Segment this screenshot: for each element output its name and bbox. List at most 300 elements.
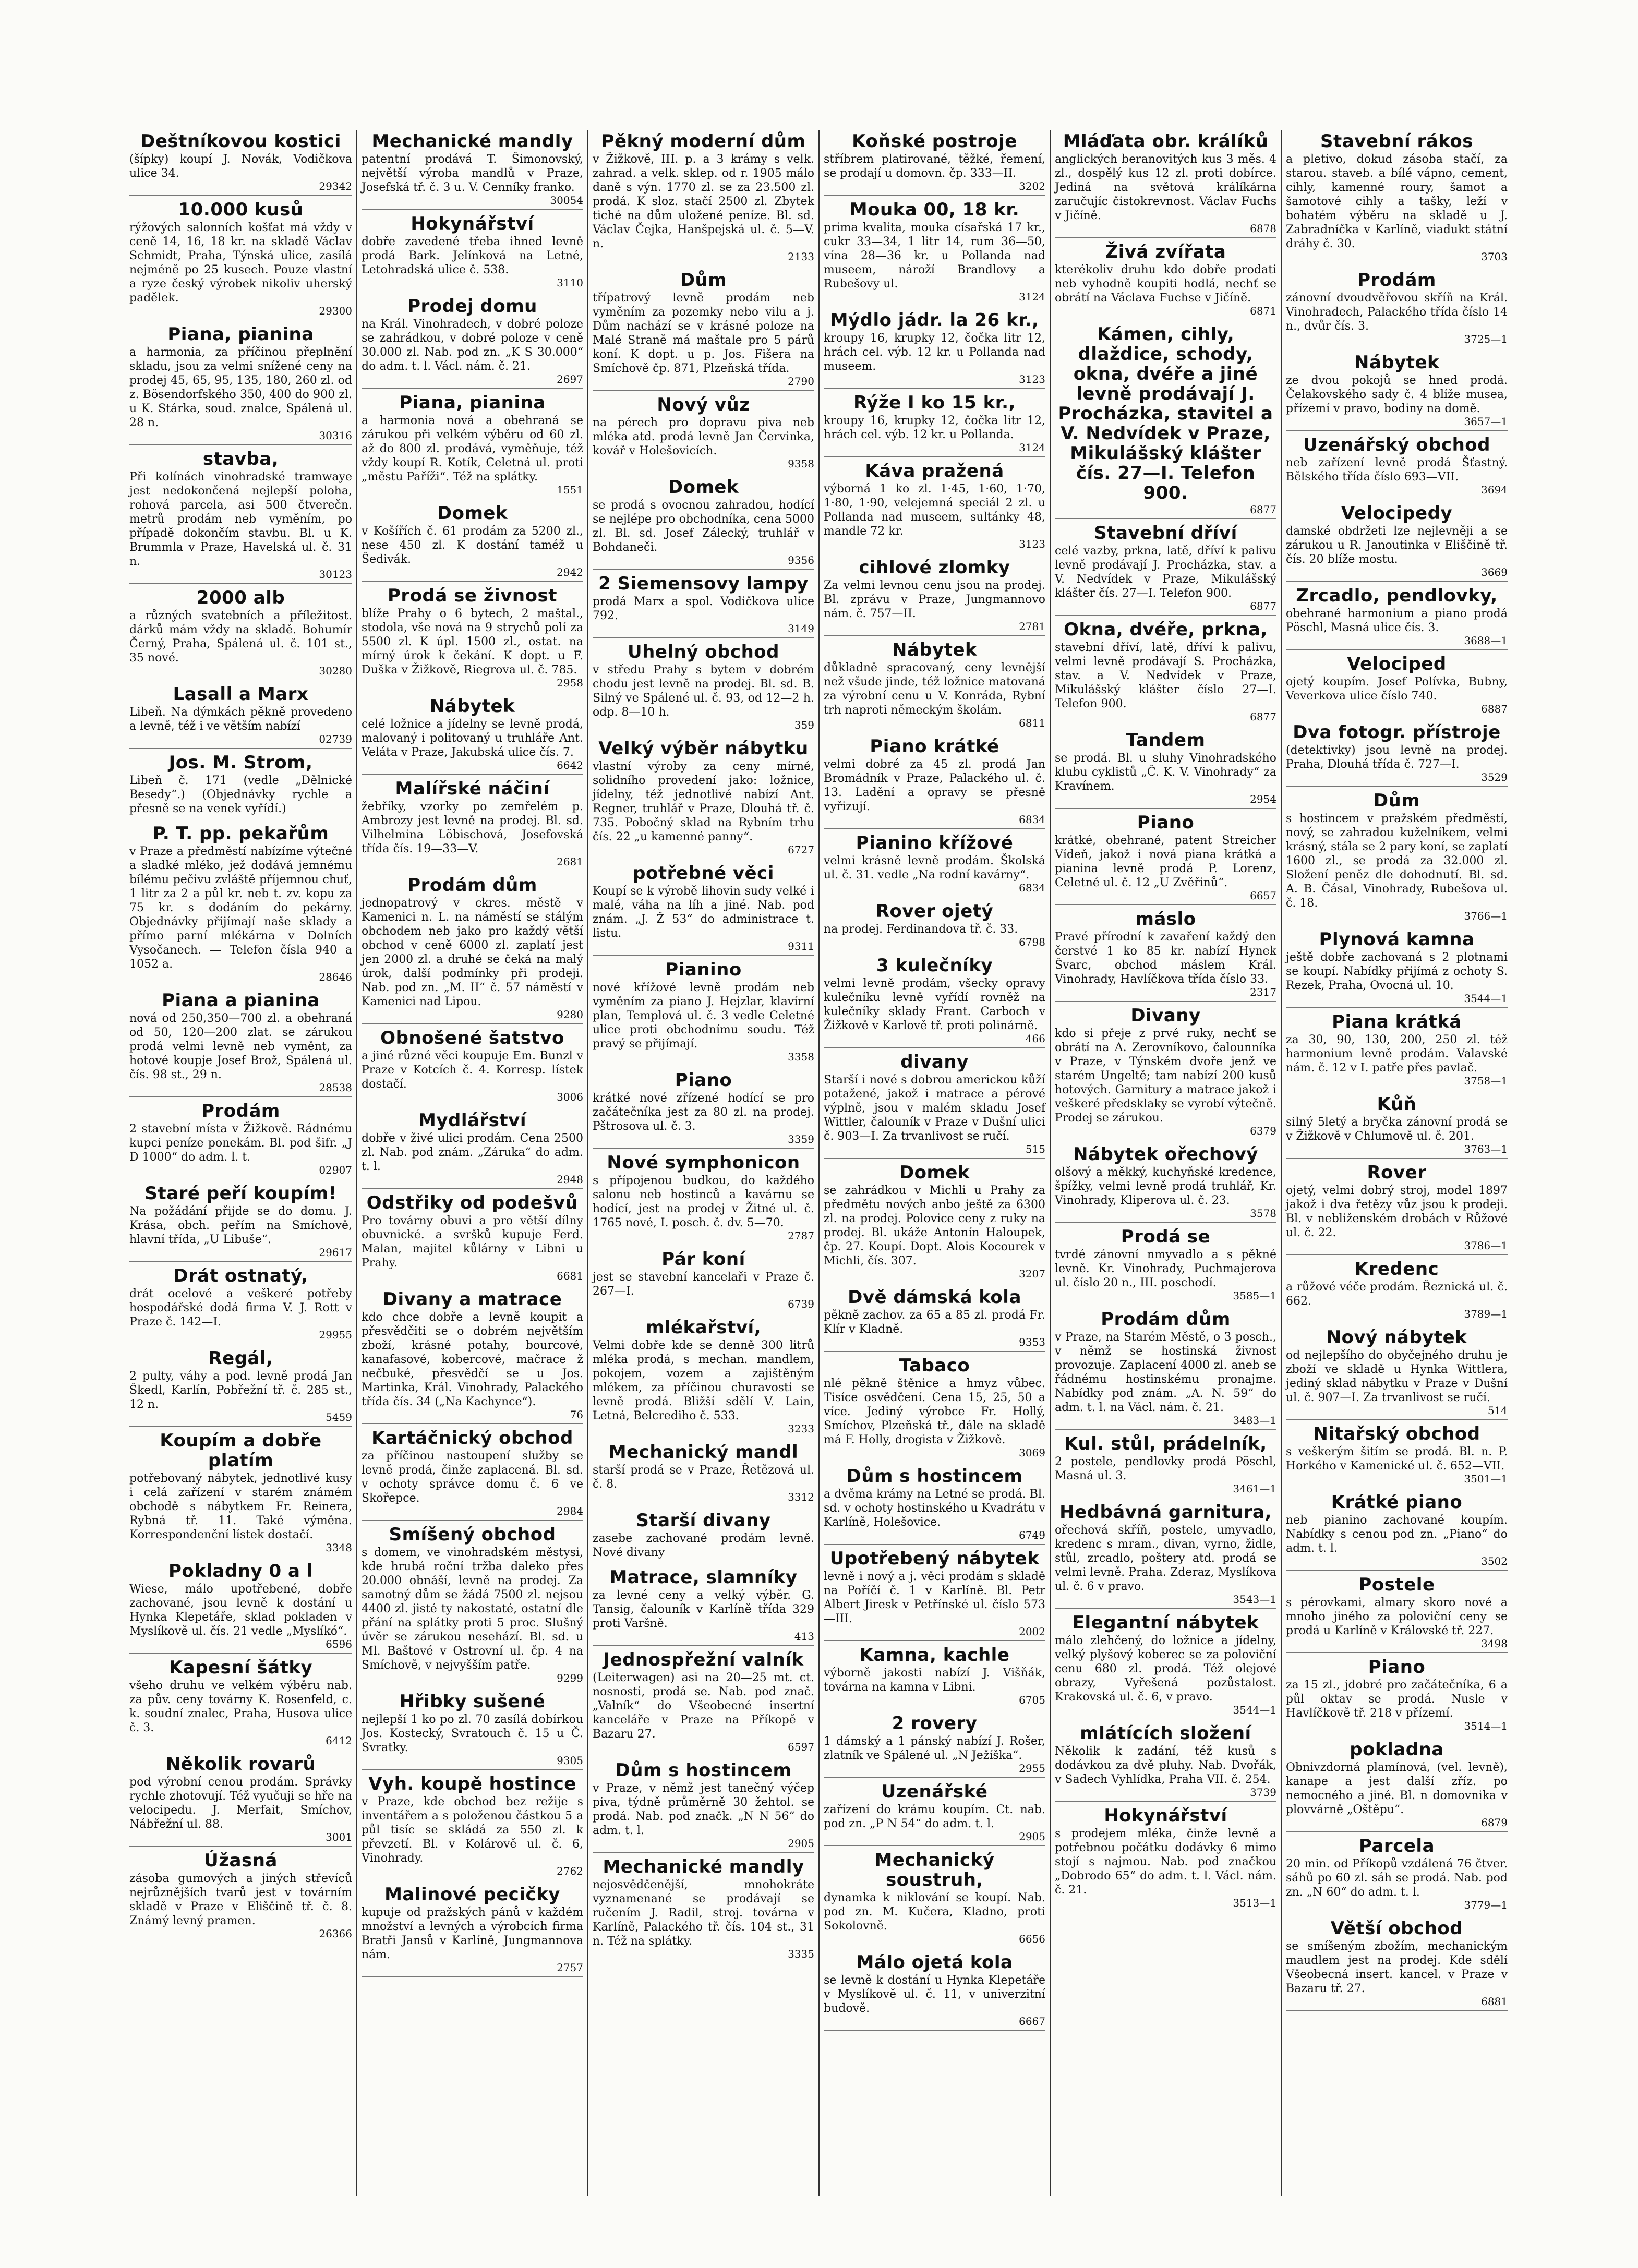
ad-number: 3359 [788, 1133, 814, 1145]
ad-body: málo zlehčený, do ložnice a jídelny, velký plyšový koberec se za poloviční cenu 680 zl. prodá. Též olejové obrazy, Vyřešená pozůstalost. Krakovská ul. č. 6, v pravo. [1055, 1634, 1276, 1704]
ad-number: 6657 [1250, 889, 1276, 902]
ad-body: se prodá s ovocnou zahradou, hodící se nejlépe pro obchodníka, cena 5000 zl. Bl. sd. Josef Zálecký, truhlář v Bohdaneči. [593, 499, 814, 554]
ad-heading: Dům s hostincem [615, 1760, 792, 1781]
ad-heading: mlékařství, [645, 1317, 762, 1338]
ad-body: starší prodá se v Praze, Řetězová ul. č. 8. [593, 1464, 814, 1491]
ad-number: 359 [794, 719, 814, 731]
classified-ad [1286, 930, 1508, 1008]
classified-ad [824, 393, 1045, 457]
ad-heading: Mláďata obr. králíků [1063, 131, 1269, 152]
classified-ad [593, 574, 814, 638]
ad-number: 2948 [557, 1173, 583, 1186]
classified-ad [129, 1851, 352, 1943]
classified-ad [824, 1549, 1045, 1641]
classified-ad [362, 214, 583, 292]
ad-number: 2790 [788, 375, 814, 388]
ad-number: 2955 [1019, 1762, 1045, 1775]
ad-body: velmi dobré za 45 zl. prodá Jan Bromádník v Praze, Palackého ul. č. 13. Ladění a opravy se přesně vyřizují. [824, 758, 1045, 813]
classified-ad [1286, 503, 1508, 582]
ad-body: 2 pulty, váhy a pod. levně prodá Jan Škedl, Karlín, Pobřežní tř. č. 285 st., 12 n. [129, 1370, 352, 1411]
ad-heading: Uzenářské [881, 1781, 988, 1802]
classified-ad [362, 296, 583, 389]
ad-number: 3739 [1250, 1786, 1276, 1799]
classified-ad [1286, 1657, 1508, 1735]
ad-heading: Hokynářství [1104, 1805, 1227, 1826]
ad-body: v Žižkově, III. p. a 3 krámy s velk. zahrad. a velk. sklep. od r. 1905 málo daně s výn. 1770 zl. se za 23.500 zl. prodá. K sloz. stačí 2500 zl. Zbytek tiché na dům uložené peníze. Bl. sd. Václav Čejka, Hanšpejská ul. č. 5—V. n. [593, 153, 814, 250]
ad-body: pěkně zachov. za 65 a 85 zl. prodá Fr. Klír v Kladně. [824, 1309, 1045, 1336]
ad-heading: Uzenářský obchod [1303, 435, 1490, 455]
ad-number: 02907 [319, 1164, 352, 1176]
ad-body: dynamka k niklování se koupí. Nab. pod zn. M. Kučera, Kladno, proti Sokolovně. [824, 1891, 1045, 1933]
ad-number: 3124 [1019, 291, 1045, 303]
ad-heading: Plynová kamna [1319, 929, 1475, 950]
ad-number: 3703 [1481, 250, 1508, 263]
ad-column-5 [1050, 130, 1281, 2196]
ad-heading: Starší divany [636, 1510, 771, 1531]
ad-heading: Nábytek [429, 696, 515, 717]
ad-body: Koupí se k výrobě lihovin sudy velké i malé, váha na líh a jiné. Nab. pod znám. „J. Ž 53“ do administrace t. listu. [593, 885, 814, 940]
ad-body: levně i nový a j. věci prodám s skladě na Poříčí č. 1 v Karlíně. Bl. Petr Albert Jiresk v Petřínské ul. číslo 573—III. [824, 1570, 1045, 1625]
ad-body: a harmonia nová a obehraná se zárukou při velkém výběru od 60 zl. až do 800 zl. prodává, vyměňuje, též vždy koupí R. Kotík, Celetná ul. proti „městu Paříži“. Též na splátky. [362, 414, 583, 484]
ad-number: 3501—1 [1464, 1473, 1508, 1485]
classified-ad [1055, 1434, 1276, 1498]
ad-heading: Malířské náčiní [395, 778, 550, 799]
ad-number: 28538 [319, 1081, 352, 1094]
classified-ad [1286, 791, 1508, 925]
ad-heading: mlátících složení [1080, 1723, 1251, 1744]
ad-heading: Mechanický soustruh, [874, 1850, 995, 1890]
ad-heading: Piano [675, 1070, 732, 1091]
ad-number: 2984 [557, 1505, 583, 1517]
ad-heading: Kul. stůl, prádelník, [1064, 1433, 1267, 1454]
classified-ad [1055, 1006, 1276, 1140]
ad-number: 3779—1 [1464, 1899, 1508, 1911]
ad-heading: Mouka 00, 18 kr. [849, 199, 1020, 220]
ad-heading: Nábytek ořechový [1073, 1144, 1258, 1165]
ad-body: se prodá. Bl. u sluhy Vinohradského klubu cyklistů „Č. K. V. Vinohrady“ za Kravínem. [1055, 752, 1276, 793]
ad-body: ořechová skříň, postele, umyvadlo, kredenc s mram., divan, vyrno, židle, stůl, zrcadlo, poštery atd. prodá se velmi levně. Praha. Zderaz, Myslíkova ul. č. 6 v pravo. [1055, 1524, 1276, 1593]
ad-body: kterékoliv druhu kdo dobře prodati neb vyhodně koupiti hodlá, nechť se obrátí na Václava Fuchse v Jičíně. [1055, 263, 1276, 305]
classified-ad [1286, 1836, 1508, 1914]
ad-body: Na požádání přijde se do domu. J. Krása, obch. peřím na Smíchově, hlavní třída, „U Libuše“. [129, 1205, 352, 1246]
ad-body: 20 min. od Příkopů vzdálená 76 čtver. sáhů po 60 zl. sáh se prodá. Nab. pod zn. „N 60“ do adm. t. l. [1286, 1857, 1508, 1899]
ad-heading: Divany a matrace [382, 1289, 562, 1310]
ad-body: stříbrem platirované, těžké, řemení, se prodají u domovn. čp. 333—II. [824, 153, 1045, 180]
ad-body: drát ocelové a veškeré potřeby hospodářské dodá firma V. J. Rott v Praze č. 142—I. [129, 1287, 352, 1329]
ad-heading: Pěkný moderní dům [601, 131, 806, 152]
ad-body: nejlepší 1 ko po zl. 70 zasílá dobírkou Jos. Kostecký, Svratouch č. 15 u Č. Svratky. [362, 1713, 583, 1754]
ad-number: 3461—1 [1233, 1482, 1276, 1495]
ad-number: 9311 [788, 940, 814, 952]
classified-ad [824, 310, 1045, 389]
ad-body: Libeň č. 171 (vedle „Dělnické Besedy“.) (Objednávky rychle a přesně se na venek vyřídí.) [129, 774, 352, 815]
ad-number: 3069 [1019, 1446, 1045, 1459]
ad-number: 29342 [319, 180, 352, 192]
ad-body: dobře v živé ulici prodám. Cena 2500 zl. Nab. pod znám. „Záruka“ do adm. t. l. [362, 1132, 583, 1173]
ad-number: 3544—1 [1464, 992, 1508, 1005]
classified-ad [1055, 324, 1276, 519]
ad-number: 515 [1025, 1143, 1045, 1155]
ad-number: 28646 [319, 971, 352, 983]
ad-heading: Kapesní šátky [168, 1657, 313, 1678]
ad-column-1 [125, 130, 356, 2196]
classified-ad [824, 640, 1045, 732]
ad-number: 3123 [1019, 373, 1045, 385]
ad-number: 3513—1 [1233, 1897, 1276, 1909]
classified-ad [129, 991, 352, 1097]
ad-heading: Dva fotogr. přístroje [1293, 722, 1501, 743]
ad-heading: Pár koní [661, 1249, 745, 1270]
classified-ad [1286, 1424, 1508, 1488]
ad-body: nlé pěkně štěnice a hmyz vůbec. Tisíce osvědčení. Cena 15, 25, 50 a více. Jediný výrobce Fr. Hollý, Smíchov, Plzeňská tř., dále na skladě má F. Holly, drogista v Žižkově. [824, 1377, 1045, 1446]
ad-number: 6705 [1019, 1694, 1045, 1706]
classified-ad [129, 1348, 352, 1427]
classified-ad [1055, 730, 1276, 809]
classified-ad [824, 901, 1045, 951]
classified-ad [824, 461, 1045, 553]
ad-number: 3789—1 [1464, 1308, 1508, 1320]
classified-ad [824, 833, 1045, 897]
ad-number: 3207 [1019, 1268, 1045, 1280]
ad-body: pod výrobní cenou prodám. Správky rychle zhotovují. Též vyučuji se hře na velocipedu. J. Merfait, Smíchov, Nábřežní ul. 88. [129, 1776, 352, 1831]
classified-ad [1055, 1806, 1276, 1912]
classified-ad [362, 779, 583, 871]
classified-ad [593, 739, 814, 859]
classified-ad [362, 696, 583, 775]
ad-heading: Hedbávná garnitura, [1059, 1502, 1272, 1523]
classified-ad [824, 1287, 1045, 1352]
classified-ad [824, 1714, 1045, 1778]
ad-heading: Prodám dům [407, 875, 537, 896]
classified-ad [824, 1356, 1045, 1462]
classified-ad [593, 1857, 814, 1963]
ad-number: 2317 [1250, 986, 1276, 998]
ad-body: (detektivky) jsou levně na prodej. Praha, Dlouhá třída č. 727—I. [1286, 744, 1508, 771]
ad-body: a pletivo, dokud zásoba stačí, za starou. staveb. a bílé vápno, cement, cihly, kamenné roury, šamot a šamotové cihly a tašky, leží v bohatém výběru na skladě u J. Zabradníčka v Karlíně, viadukt státní dráhy č. 30. [1286, 153, 1508, 250]
ad-number: 6878 [1250, 222, 1276, 235]
ad-number: 9353 [1019, 1336, 1045, 1348]
classified-ad [593, 1511, 814, 1563]
ad-body: ještě dobře zachovaná s 2 plotnami se koupí. Nabídky přijímá z ochoty S. Rezek, Praha, Ovocná ul. 10. [1286, 951, 1508, 992]
classified-ad [824, 1645, 1045, 1709]
ad-heading: Prodám dům [1101, 1309, 1231, 1330]
ad-heading: Nový nábytek [1326, 1327, 1467, 1348]
ad-body: neb zařízení levně prodá Šťastný. Bělského třída číslo 693—VII. [1286, 456, 1508, 484]
ad-heading: Mechanické mandly [603, 1856, 804, 1877]
ad-number: 3514—1 [1464, 1720, 1508, 1732]
ad-number: 6597 [788, 1741, 814, 1753]
classified-ad [824, 1163, 1045, 1283]
classified-ad [1055, 242, 1276, 320]
ad-heading: Rýže I ko 15 kr., [853, 392, 1016, 413]
ad-number: 3544—1 [1233, 1704, 1276, 1716]
ad-heading: Jednospřežní valník [603, 1649, 804, 1670]
ad-body: potřebovaný nábytek, jednotlivé kusy i celá zařízení v starém známém obchodě s nábytkem Fr. Reinera, Rybná tř. 11. Také výměna. Korrespondenční lístek dostačí. [129, 1472, 352, 1541]
classified-ad [1055, 1723, 1276, 1802]
ad-body: s pérovkami, almary skoro nové a mnoho jiného za poloviční ceny se prodá u Karlíně v Královské tř. 227. [1286, 1596, 1508, 1637]
ad-heading: Hřibky sušené [399, 1691, 546, 1712]
ad-number: 6877 [1250, 600, 1276, 612]
ad-body: s prodejem mléka, činže levně a potřebnou počátku dodávky 6 mimo stojí s najmou. Nab. pod značkou „Dobrodo 65“ do adm. t. l. Václ. nám. č. 21. [1055, 1827, 1276, 1897]
ad-body: a harmonia, za příčinou přeplnění skladu, jsou za velmi snížené ceny na prodej 45, 65, 95, 135, 180, 260 zl. od z. Bösendorfského 350, 400 do 900 zl. u K. Stárka, soud. znalce, Spálená ul. 28 n. [129, 346, 352, 429]
classified-ad [1286, 1094, 1508, 1159]
classified-ad [593, 1318, 814, 1438]
ad-number: 3358 [788, 1051, 814, 1063]
classified-ad [1286, 1575, 1508, 1653]
ad-heading: 2000 alb [196, 587, 285, 608]
ad-number: 3578 [1250, 1207, 1276, 1220]
classified-ad [129, 753, 352, 819]
ad-number: 2681 [557, 855, 583, 868]
ad-number: 2787 [788, 1229, 814, 1242]
ad-number: 30123 [319, 568, 352, 581]
ad-body: nejosvědčenější, mnohokráte vyznamenané se prodávají se ručením J. Radil, stroj. továrna v Karlíně, Palackého tř. čís. 104 st., 31 n. Též na splátky. [593, 1878, 814, 1948]
ad-heading: Velociped [1347, 654, 1447, 674]
ad-body: na pérech pro dopravu piva neb mléka atd. prodá levně Jan Červinka, kovář v Holešovicích. [593, 416, 814, 457]
classified-ad [1286, 722, 1508, 787]
ad-body: Velmi dobře kde se denně 300 litrů mléka prodá, s mechan. mandlem, pokojem, vozem a zajištěným mlékem, za příčinou churavosti se levně prodá. Bližší sdělí V. Lain, Letná, Belcrediho č. 533. [593, 1339, 814, 1422]
ad-heading: Málo ojetá kola [856, 1952, 1013, 1973]
ad-body: za 15 zl., jdobré pro začátečníka, 6 a půl oktav se prodá. Nusle v Havlíčkově tř. 218 v přízemí. [1286, 1679, 1508, 1720]
classified-ad [824, 1052, 1045, 1159]
ad-body: dobře zavedené třeba ihned levně prodá Bark. Jelínková na Letné, Letohradská ulice č. 538. [362, 235, 583, 276]
ad-heading: Pianino [665, 959, 742, 980]
ad-body: Pravé přírodní k zavaření každý den čerstvé 1 ko 85 kr. nabízí Hynek Švarc, obchod máslem Král. Vinohrady, Havlíčkova třída číslo 33. [1055, 931, 1276, 986]
ad-number: 2697 [557, 373, 583, 385]
ad-number: 3348 [326, 1541, 352, 1554]
ad-number: 5459 [326, 1411, 352, 1423]
ad-body: s domem, ve vinohradském městysi, kde hrubá roční tržba daleko přes 20.000 obnáší, levně na prodej. Za samotný dům se žádá 7500 zl. nejsou 4400 zl. jisté ty nakostaté, ostatní dle přání na splátky proti 5 proc. Slušný úvěr se zárukou nesehází. Bl. sd. u Ml. Baštové v Ostrovní ul. čp. 4 na Smíchově, v nejvyšším patře. [362, 1546, 583, 1672]
ad-number: 3001 [326, 1831, 352, 1843]
ad-number: 3694 [1481, 484, 1508, 496]
ad-number: 6879 [1481, 1816, 1508, 1829]
ad-heading: Piana, pianina [399, 392, 546, 413]
ad-body: patentní prodává T. Šimonovský, největší výroba mandlů v Praze, Josefská tř. č. 3 u. V. Cenníky franko. [362, 153, 583, 194]
ad-number: 6834 [1019, 813, 1045, 826]
classified-ad [129, 324, 352, 445]
ad-body: žebříky, vzorky po zemřelém p. Ambrozy jest levně na prodej. Bl. sd. Vilhelmina Löbischová, Josefovská třída čís. 19—33—V. [362, 800, 583, 855]
ad-body: prodá Marx a spol. Vodičkova ulice 792. [593, 595, 814, 622]
classified-ad [362, 1193, 583, 1285]
ad-body: neb pianino zachované koupím. Nabídky s cenou pod zn. „Piano“ do adm. t. l. [1286, 1514, 1508, 1555]
ad-body: a jiné různé věci koupuje Em. Bunzl v Praze v Kotcích č. 4. Korresp. lístek dostačí. [362, 1049, 583, 1091]
ad-number: 9356 [788, 554, 814, 566]
ad-number: 3149 [788, 622, 814, 635]
ad-body: obehrané harmonium a piano prodá Pöschl, Masná ulice čís. 3. [1286, 607, 1508, 634]
ad-heading: Mýdlo jádr. la 26 kr., [830, 310, 1039, 331]
ad-heading: 2 rovery [892, 1713, 978, 1734]
ad-body: 2 postele, pendlovky prodá Pöschl, Masná ul. 3. [1055, 1455, 1276, 1482]
ad-column-2 [356, 130, 587, 2196]
classified-ad [824, 1782, 1045, 1846]
ad-number: 3006 [557, 1091, 583, 1103]
ad-body: Wiese, málo upotřebené, dobře zachované, jsou levně k dostání u Hynka Klepetáře, sklad pokladen v Myslíkově ul. čís. 21 vedle „Myslíkó“. [129, 1583, 352, 1638]
classified-ad [1055, 1144, 1276, 1223]
ad-column-3 [587, 130, 818, 2196]
ad-heading: Několik rovarů [165, 1754, 316, 1775]
ad-heading: Parcela [1358, 1836, 1435, 1856]
ad-heading: Mechanické mandly [371, 131, 573, 152]
ad-heading: máslo [1135, 909, 1196, 930]
ad-heading: Koňské postroje [852, 131, 1017, 152]
classified-ad [1055, 1227, 1276, 1305]
ad-body: zařízení do krámu koupím. Ct. nab. pod zn. „P N 54“ do adm. t. l. [824, 1803, 1045, 1830]
ad-heading: Elegantní nábytek [1072, 1612, 1259, 1633]
classified-ad [824, 1850, 1045, 1948]
ad-body: Libeň. Na dýmkách pěkně provedeno a levně, též i ve větším nabízí [129, 706, 352, 733]
ad-body: velmi levně prodám, všecky opravy kulečníku levně vyřídí rovněž na kulečníky sklady Frant. Carboch v Žižkově v Karlově tř. proti polinárně. [824, 977, 1045, 1032]
classified-ad [1055, 909, 1276, 1002]
classified-ad [362, 1028, 583, 1106]
ad-body: na Král. Vinohradech, v dobré poloze se zahrádkou, v dobré poloze v ceně 30.000 zl. Nab. pod zn. „K S 30.000“ do adm. t. l. Václ. nám. č. 21. [362, 318, 583, 373]
ad-number: 2942 [557, 566, 583, 578]
ad-heading: Lasall a Marx [173, 684, 309, 705]
ad-body: stavební dříví, latě, dříví k palivu, velmi levně prodávají S. Procházka, stav. a V. Nedvídek v Praze, Mikulášský klášter číslo 27—I. Telefon 900. [1055, 641, 1276, 710]
ad-body: rýžových salonních košťat má vždy v ceně 14, 16, 18 kr. na skladě Václav Schmidt, Praha, Týnská ulice, zasílá nejméně po 25 kusech. Pouze vlastní a ryze český výrobek nikoliv uherský padělek. [129, 221, 352, 305]
ad-number: 6727 [788, 843, 814, 856]
ad-number: 29300 [319, 305, 352, 317]
classified-ad [129, 1431, 352, 1557]
ad-heading: Malinové pecičky [384, 1884, 560, 1905]
ad-number: 6667 [1019, 2015, 1045, 2028]
classified-ad [1055, 131, 1276, 238]
ad-heading: Drát ostnatý, [173, 1265, 308, 1286]
ad-number: 9299 [557, 1672, 583, 1684]
ad-heading: Větší obchod [1330, 1918, 1463, 1939]
classified-ad [824, 200, 1045, 306]
ad-body: v Praze, kde obchod bez režije s inventářem a s položenou částkou 5 a půl tisíc se skládá za 550 zl. k převzetí. Bl. v Kolárově ul. č. 6, Vinohrady. [362, 1795, 583, 1865]
classified-ad [593, 960, 814, 1066]
classified-ad [362, 1111, 583, 1189]
ad-number: 6412 [326, 1734, 352, 1747]
ad-number: 3110 [557, 276, 583, 289]
ad-heading: Velocipedy [1341, 503, 1453, 524]
ad-heading: Tandem [1126, 730, 1206, 751]
ad-heading: cihlové zlomky [859, 557, 1010, 578]
classified-ad [1286, 1163, 1508, 1255]
ad-body: jednopatrový v ckres. městě v Kamenici n. L. na náměstí se stálým obchodem neb jako pro každý větší obchod v ceně 6000 zl. zaplatí jest jen 2000 zl. a druhé se čeká na malý úrok, další podmínky při prodeji. Nab. pod zn. „M. II“ č. 57 náměstí v Kamenici nad Lipou. [362, 897, 583, 1008]
ad-body: s hostincem v pražském předměstí, nový, se zahradou kuželníkem, velmi krásný, stála se 2 pary koní, se zaplatí 1600 zl., se prodá za 32.000 zl. Složení peněz dle dohodnutí. Bl. sd. A. B. Čásal, Vinohrady, Rubešova ul. č. 18. [1286, 812, 1508, 910]
classified-ad [1286, 1740, 1508, 1832]
ad-body: Pro továrny obuvi a pro větší dílny obuvnické. a svršků kupuje Ferd. Malan, majitel kůlárny v Libni u Prahy. [362, 1214, 583, 1270]
ad-body: zasebe zachované prodám levně. Nové divany [593, 1532, 814, 1559]
ad-body: a růžové véče prodám. Řeznická ul. č. 662. [1286, 1281, 1508, 1308]
ad-column-4 [818, 130, 1050, 2196]
ad-column-6 [1281, 130, 1512, 2196]
classified-ad [362, 1289, 583, 1424]
ad-number: 3498 [1481, 1637, 1508, 1650]
ad-heading: Kamna, kachle [859, 1645, 1010, 1666]
ad-heading: Piano krátké [870, 736, 999, 757]
ad-body: jest se stavební kancelaři v Praze č. 267—I. [593, 1271, 814, 1298]
ad-body: anglických beranovitých kus 3 měs. 4 zl., dospělý kus 12 zl. proti dobírce. Jediná na světová králíkárna zaručujíc čistokrevnost. Václav Fuchs v Jičíně. [1055, 153, 1276, 222]
classified-ad [362, 131, 583, 210]
ad-heading: Káva pražená [865, 461, 1004, 481]
ad-body: (Leiterwagen) asi na 20—25 mt. ct. nosnosti, prodá se. Nab. pod znač. „Valník“ do Všeobecné insertní kanceláře v Praze na Příkopě v Bazaru 27. [593, 1671, 814, 1741]
ad-number: 26366 [319, 1927, 352, 1940]
ad-heading: Nový vůz [657, 394, 750, 415]
ad-number: 3483—1 [1233, 1414, 1276, 1427]
ad-body: v Praze a předměstí nabízíme výtečné a sladké mléko, jež dodává jemnému bílému pečivu zvláště příjemnou chuť, 1 litr za 2 a půl kr. neb t. zv. kopu za 75 kr. s dodáním do pekárny. Objednávky přijímají naše sklady a přímo parní mlékárna v Dolních Vysočanech. — Telefon čísla 940 a 1052 a. [129, 845, 352, 971]
ad-number: 2954 [1250, 793, 1276, 805]
ad-body: krátké nové zřízené hodící se pro začátečníka jest za 80 zl. na prodej. Pštrosova ul. č. 3. [593, 1092, 814, 1133]
ad-heading: Nábytek [1354, 352, 1440, 373]
classified-ad [593, 477, 814, 570]
ad-body: velmi krásně levně prodám. Školská ul. č. 31. vedle „Na rodní kavárny“. [824, 854, 1045, 882]
classified-ad [824, 131, 1045, 196]
ad-number: 6749 [1019, 1529, 1045, 1541]
classified-ad [1286, 353, 1508, 431]
classified-ad [1055, 523, 1276, 616]
ad-number: 3335 [788, 1948, 814, 1960]
classified-ad [129, 824, 352, 986]
ad-heading: Odstřiky od podešvů [366, 1192, 579, 1213]
ad-number: 02739 [319, 733, 352, 745]
ad-number: 466 [1025, 1032, 1045, 1045]
ad-heading: Domek [899, 1162, 970, 1183]
classified-ad [129, 1184, 352, 1262]
classified-ad [593, 863, 814, 956]
ad-heading: Koupím a dobře platím [160, 1430, 322, 1471]
ad-body: blíže Prahy o 6 bytech, 2 maštal., stodola, vše nová na 9 strychů polí za 5500 zl. K úpl. 1500 zl., ostat. na mírný úrok k čekání. K dopt. u F. Duška v Žižkově, Riegrova ul. č. 785. [362, 607, 583, 677]
classified-ad [362, 586, 583, 692]
ad-heading: Deštníkovou kostici [140, 131, 341, 152]
ad-heading: Divany [1130, 1005, 1201, 1026]
classified-ad [129, 684, 352, 749]
ad-heading: Kámen, cihly, dlaždice, schody, okna, dvéře a jiné levně prodávají J. Procházka, stavitel a V. Nedvídek v Praze, Mikulášský klášter čís. 27—I. Telefon 900. [1058, 324, 1273, 503]
ad-number: 3758—1 [1464, 1075, 1508, 1087]
ad-number: 514 [1487, 1404, 1508, 1417]
ad-number: 2002 [1019, 1625, 1045, 1638]
classified-ad [593, 1153, 814, 1245]
ad-heading: Mechanický mandl [608, 1442, 799, 1463]
ad-number: 6656 [1019, 1933, 1045, 1945]
ad-heading: Prodám [201, 1101, 280, 1121]
ad-body: za 30, 90, 130, 200, 250 zl. též harmonium levně prodám. Valavské nám. č. 12 v I. patře přes pavlač. [1286, 1033, 1508, 1075]
classified-ad [129, 1266, 352, 1344]
ad-heading: Piano [1368, 1657, 1426, 1678]
classified-ad [129, 1561, 352, 1654]
classified-ad [129, 1658, 352, 1750]
ad-number: 6681 [557, 1270, 583, 1282]
classified-ad [824, 558, 1045, 636]
ad-number: 3688—1 [1464, 634, 1508, 647]
ad-heading: Kůň [1377, 1094, 1417, 1115]
ad-number: 9280 [557, 1008, 583, 1021]
classified-ads-page [125, 130, 1513, 2196]
ad-number: 3669 [1481, 566, 1508, 578]
ad-number: 3124 [1019, 441, 1045, 454]
ad-heading: Dům [1373, 790, 1420, 811]
ad-heading: Nové symphonicon [607, 1152, 800, 1173]
ad-heading: 3 kulečníky [876, 955, 993, 976]
ad-number: 2757 [557, 1961, 583, 1974]
ad-body: v Košířích č. 61 prodám za 5200 zl., nese 450 zl. K dostání taméž u Šedivák. [362, 525, 583, 566]
ad-number: 2133 [788, 250, 814, 263]
ad-heading: Okna, dvéře, prkna, [1064, 619, 1268, 640]
classified-ad [1286, 131, 1508, 266]
classified-ad [362, 503, 583, 582]
ad-number: 6877 [1250, 503, 1276, 516]
ad-body: kupuje od pražských pánů v každém množství a levných a výrobcích firma Bratři Jansů v Karlíně, Jungmannova nám. [362, 1906, 583, 1961]
ad-body: a různých svatebních a příležitost. dárků mám vždy na skladě. Bohumír Černý, Praha, Spálená ul. č. 101 st., 35 nové. [129, 609, 352, 665]
ad-number: 3233 [788, 1422, 814, 1435]
classified-ad [824, 737, 1045, 829]
classified-ad [593, 642, 814, 734]
ad-number: 2781 [1019, 620, 1045, 633]
ad-heading: Krátké piano [1331, 1492, 1463, 1513]
ad-body: od nejlepšího do obyčejného druhu je zboží ve skladě u Hynka Wittlera, jediný sklad nábytku v Praze v Dušní ul. č. 907—I. Za trvanlivost se ručí. [1286, 1349, 1508, 1404]
